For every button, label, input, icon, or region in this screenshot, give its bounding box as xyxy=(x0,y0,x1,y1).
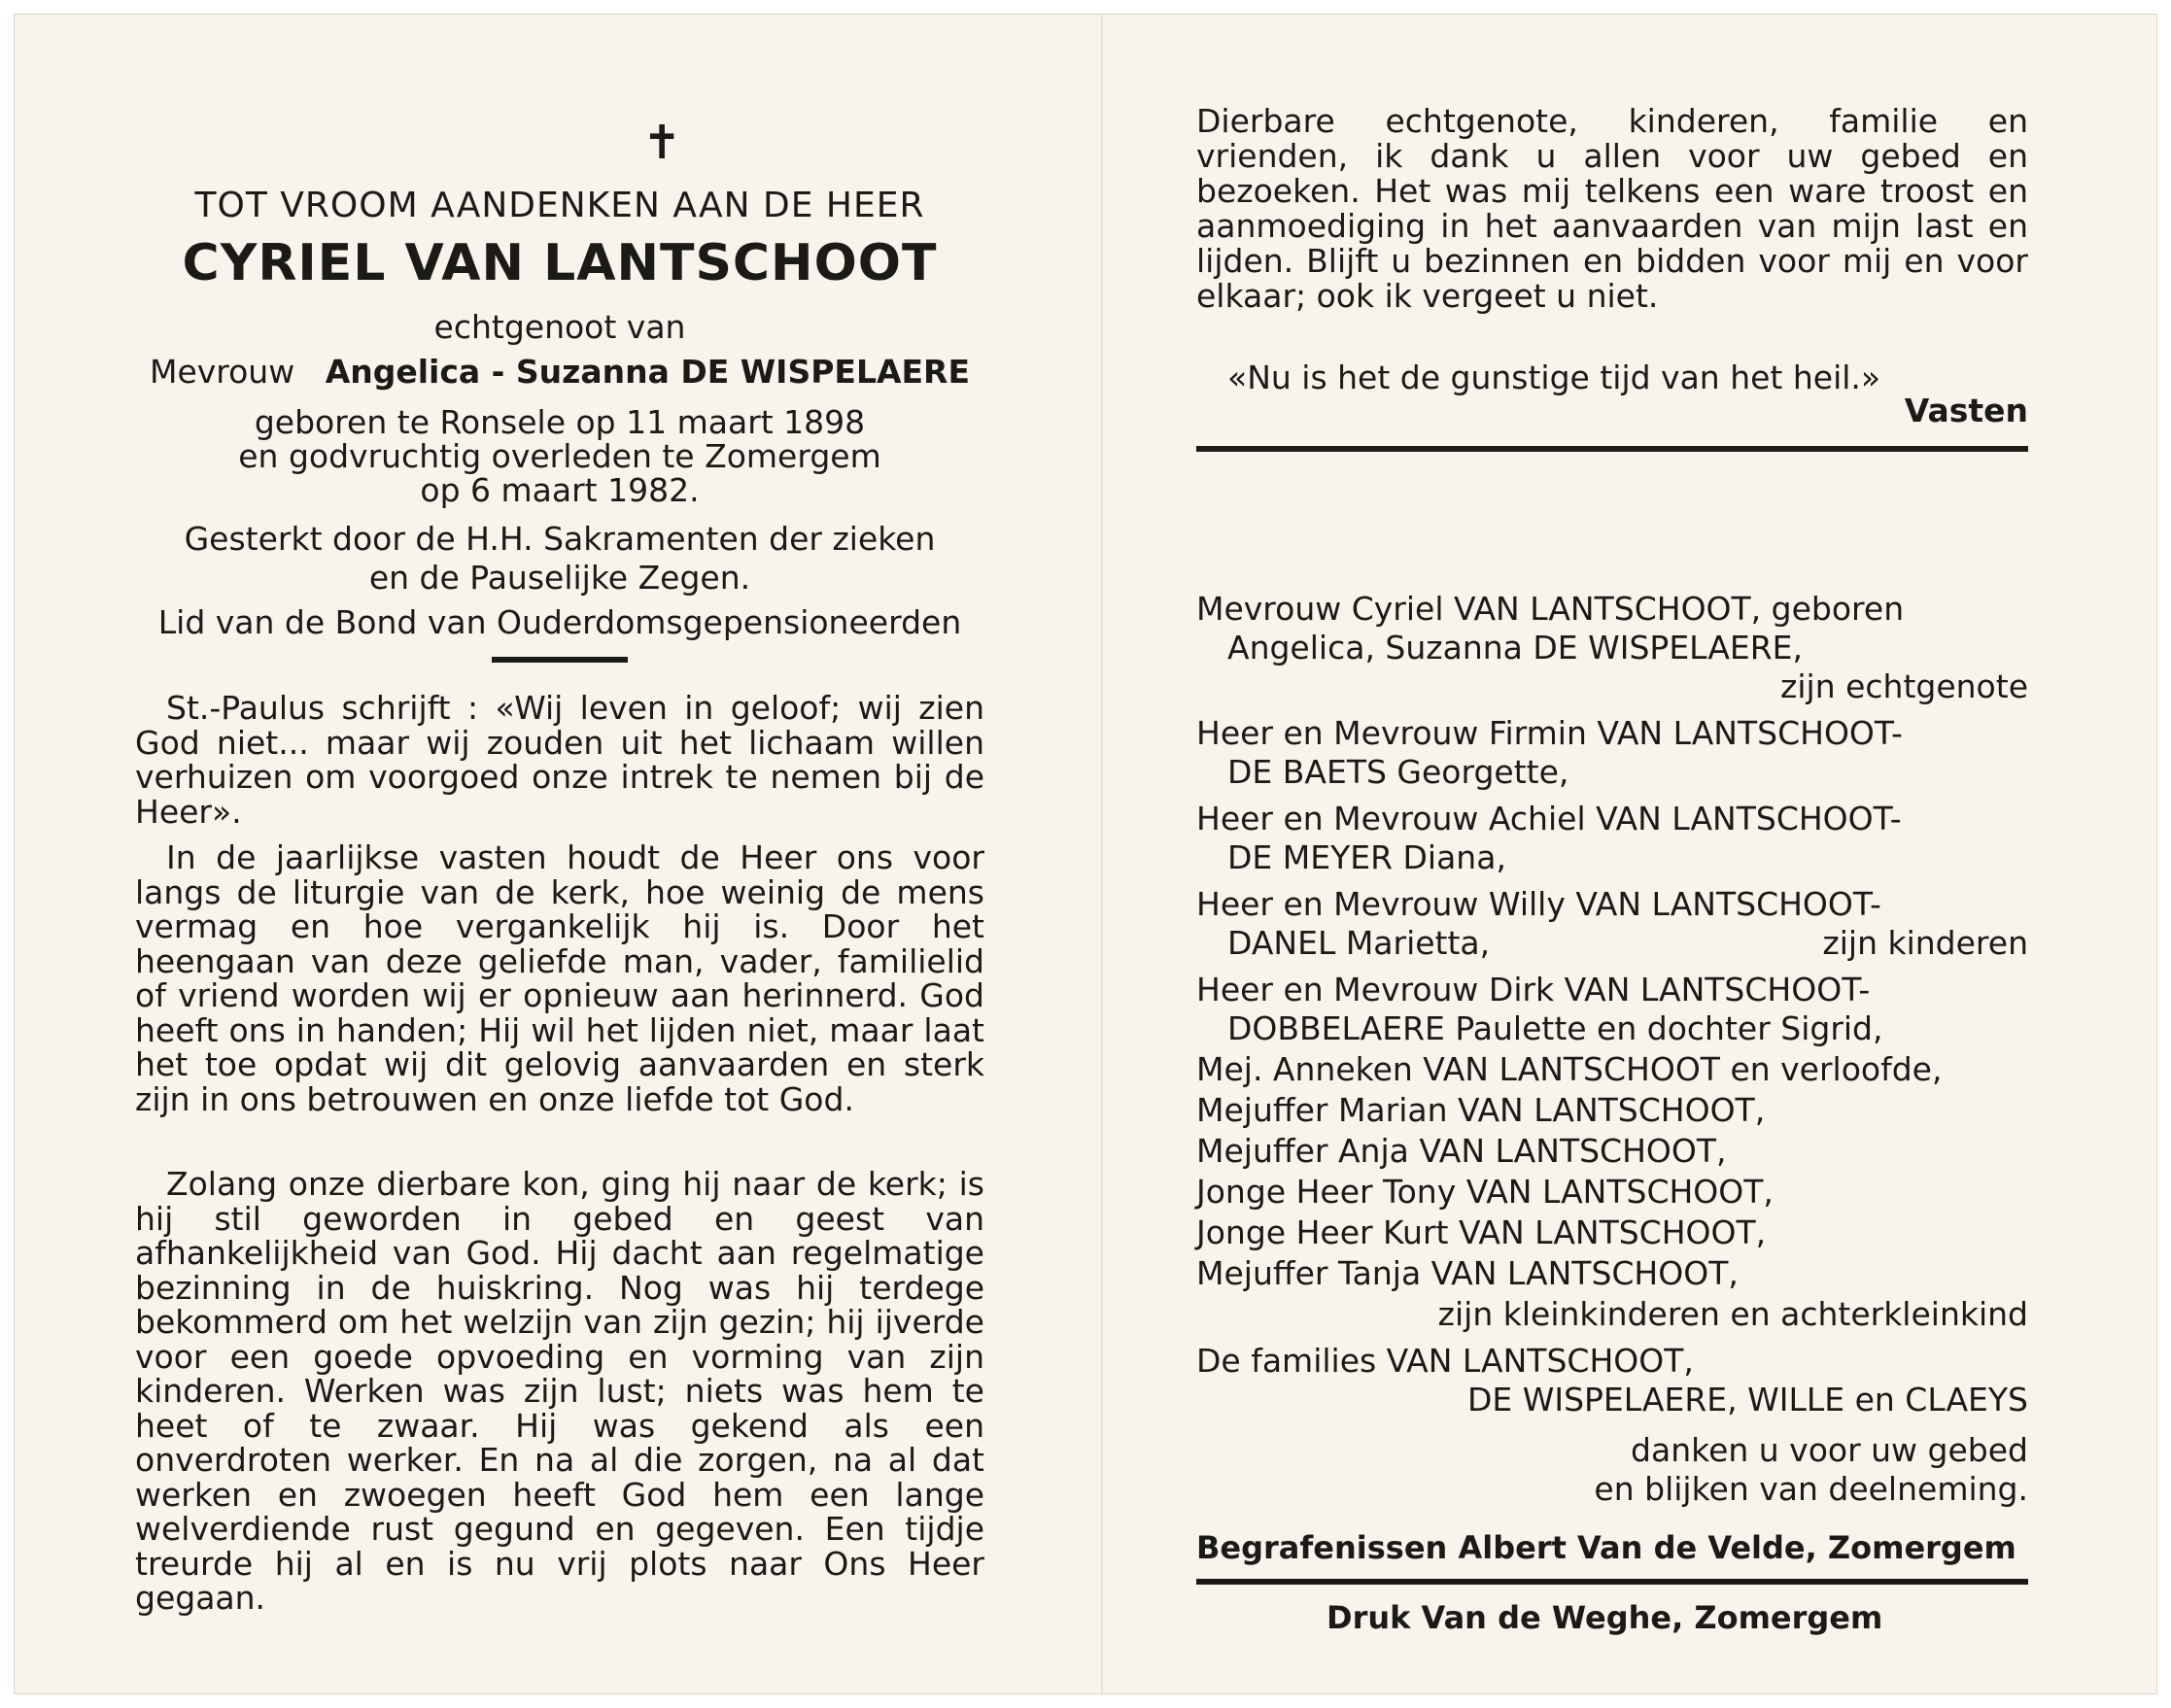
children-role: zijn kinderen xyxy=(1822,924,2028,962)
grandchild-5: Jonge Heer Kurt VAN LANTSCHOOT, xyxy=(1196,1213,1767,1251)
spouse-line xyxy=(135,355,984,390)
spouse-line-2: Angelica, Suzanna DE WISPELAERE, xyxy=(1227,629,1804,666)
families-line-1: De families VAN LANTSCHOOT, xyxy=(1196,1342,1694,1380)
grandchildren-role: zijn kleinkinderen en achterkleinkind xyxy=(1437,1295,2028,1333)
paragraph-1: St.-Paulus schrijft : «Wij leven in geloof; wij zien God niet... maar wij zouden uit het lichaam willen verhuizen om voorgoed onze intrek te nemen bij de Heer». xyxy=(135,689,984,831)
cross-icon: ✝ xyxy=(642,116,682,170)
child-4-line-1: Heer en Mevrouw Dirk VAN LANTSCHOOT- xyxy=(1196,971,1871,1008)
child-4-line-2: DOBBELAERE Paulette en dochter Sigrid, xyxy=(1227,1009,1883,1047)
paragraph-2: In de jaarlijkse vasten houdt de Heer ons voor langs de liturgie van de kerk, hoe weinig de mens vermag en hoe vergankelijk hij is. Door het heengaan van deze geliefde man, vader, familielid of vriend worden wij er opnieuw aan herinnerd. God heeft ons in handen; Hij wil het lijden niet, maar laat het toe opdat wij dit gelovig aanvaarden en sterk zijn in ons betrouwen en onze liefde tot God. xyxy=(135,838,984,1118)
child-2-line-1: Heer en Mevrouw Achiel VAN LANTSCHOOT- xyxy=(1196,800,1902,837)
thanks-line-1: danken u voor uw gebed xyxy=(1631,1431,2028,1469)
spouse-intro: echtgenoot van xyxy=(433,308,686,346)
spouse-line-1: Mevrouw Cyriel VAN LANTSCHOOT, geboren xyxy=(1196,590,1905,628)
paragraph-3: Zolang onze dierbare kon, ging hij naar de kerk; is hij stil geworden in gebed en geest van afhankelijkheid van God. Hij dacht aan regelmatige bezinning in de huiskring. Nog was hij terdege bekommerd om het welzijn van zijn gezin; hij ijverde voor een goede opvoeding en vorming van zijn kinderen. Werken was zijn lust; niets was hem te heet of te zwaar. Hij was gekend als een onverdroten werker. En na al die zorgen, na al dat werken en zwoegen heeft God hem een lange welverdiende rust gegund en gegeven. Een tijdje treurde hij al en is nu vrij plots naar Ons Heer gegaan. xyxy=(135,1165,984,1617)
grandchild-3: Mejuffer Anja VAN LANTSCHOOT, xyxy=(1196,1132,1727,1170)
child-3-line-1: Heer en Mevrouw Willy VAN LANTSCHOOT- xyxy=(1196,885,1881,923)
families-line-2: DE WISPELAERE, WILLE en CLAEYS xyxy=(1466,1381,2028,1418)
membership-line: Lid van de Bond van Ouderdomsgepensioneerden xyxy=(157,603,962,641)
undertaker-line: Begrafenissen Albert Van de Velde, Zomergem xyxy=(1196,1529,2016,1566)
grandchild-4: Jonge Heer Tony VAN LANTSCHOOT, xyxy=(1196,1173,1774,1211)
death-line-2: op 6 maart 1982. xyxy=(420,471,700,509)
right-divider-top xyxy=(1196,446,2028,452)
grandchild-1: Mej. Anneken VAN LANTSCHOOT en verloofde, xyxy=(1196,1050,1943,1088)
quote-source: Vasten xyxy=(1904,392,2028,429)
grandchild-6: Mejuffer Tanja VAN LANTSCHOOT, xyxy=(1196,1254,1739,1292)
child-3-line-2: DANEL Marietta, xyxy=(1227,924,1491,962)
grandchild-2: Mejuffer Marian VAN LANTSCHOOT, xyxy=(1196,1091,1766,1129)
birth-line: geboren te Ronsele op 11 maart 1898 xyxy=(254,403,866,441)
deceased-name: CYRIEL VAN LANTSCHOOT xyxy=(182,234,938,292)
left-divider xyxy=(492,657,628,663)
child-1-line-2: DE BAETS Georgette, xyxy=(1227,753,1569,791)
child-1-line-1: Heer en Mevrouw Firmin VAN LANTSCHOOT- xyxy=(1196,714,1903,752)
sacraments-line-2: en de Pauselijke Zegen. xyxy=(368,559,751,597)
quote: «Nu is het de gunstige tijd van het heil.» xyxy=(1227,359,1881,396)
memorial-card xyxy=(14,14,2157,1694)
memorial-heading: TOT VROOM AANDENKEN AAN DE HEER xyxy=(194,186,925,225)
thanks-line-2: en blijken van deelneming. xyxy=(1594,1470,2028,1508)
spouse-role: zijn echtgenote xyxy=(1780,667,2028,705)
sacraments-line-1: Gesterkt door de H.H. Sakramenten der zieken xyxy=(184,520,936,558)
printer-line: Druk Van de Weghe, Zomergem xyxy=(1327,1599,1883,1636)
center-fold xyxy=(1101,15,1103,1693)
death-line-1: en godvruchtig overleden te Zomergem xyxy=(238,437,881,475)
right-divider-bottom xyxy=(1196,1579,2028,1585)
message-paragraph: Dierbare echtgenote, kinderen, familie en vrienden, ik dank u allen voor uw gebed en bezoeken. Het was mij telkens een ware troost en aanmoediging in het aanvaarden van mijn last en lijden. Blijft u bezinnen en bidden voor mij en voor elkaar; ook ik vergeet u niet. xyxy=(1196,102,2028,315)
child-2-line-2: DE MEYER Diana, xyxy=(1227,838,1506,876)
spouse-prefix: Mevrouw xyxy=(149,353,295,391)
spouse-name: Angelica - Suzanna DE WISPELAERE xyxy=(325,353,971,391)
